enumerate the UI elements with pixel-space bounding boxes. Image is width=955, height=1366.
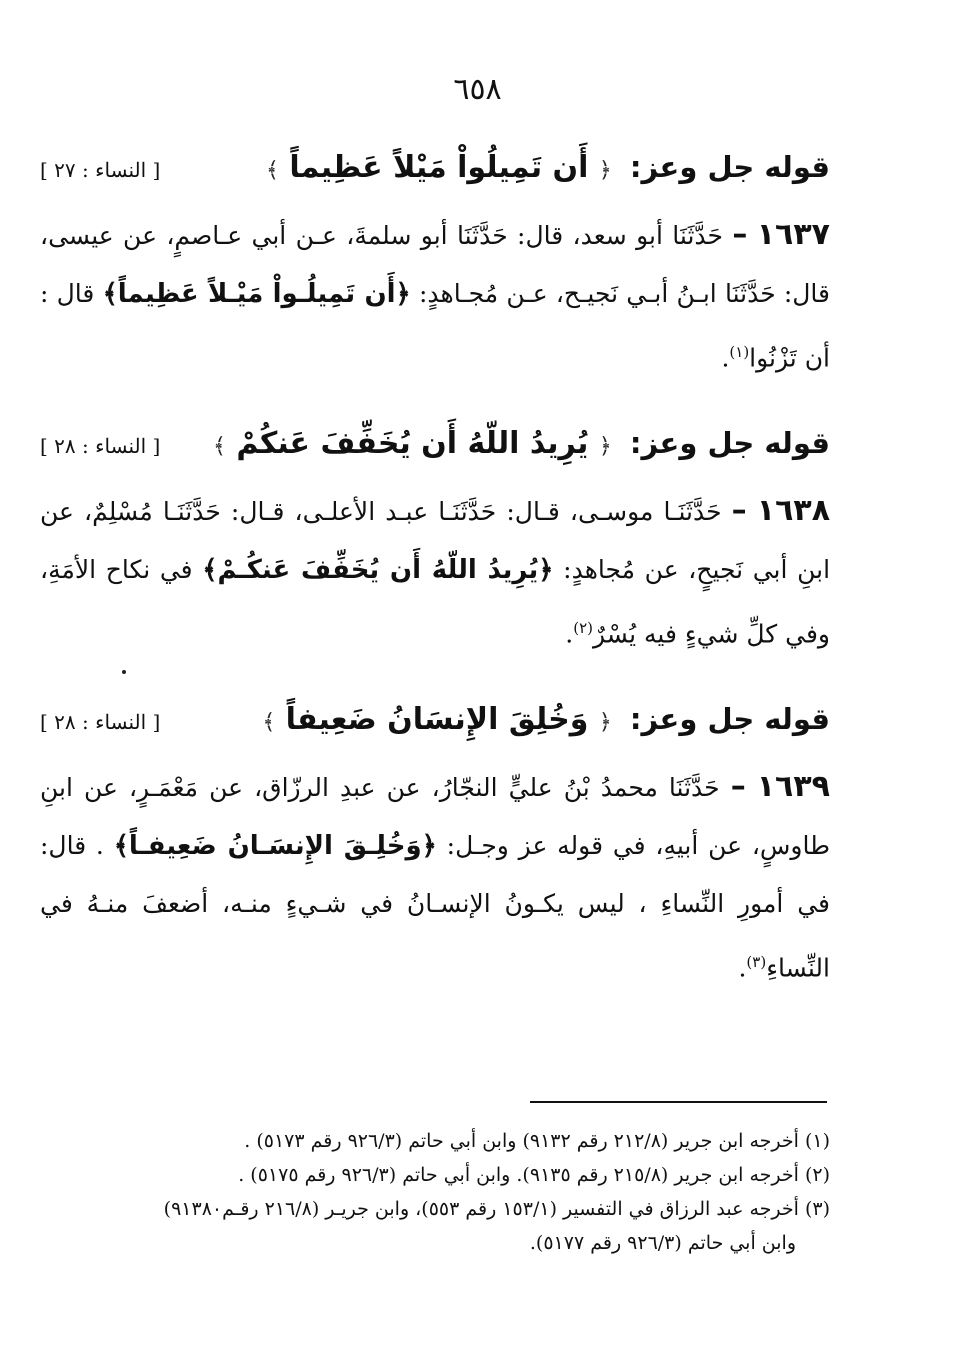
verse-text: يُرِيدُ اللّهُ أَن يُخَفِّفَ عَنكُمْ	[236, 426, 589, 461]
hadith-dash: –	[730, 769, 746, 804]
footnote-2: (٢) أخرجه ابن جرير (٢١٥/٨ رقم ٩١٣٥). وابن أبي حاتم (٩٢٦/٣ رقم ٥١٧٥) .	[238, 1164, 830, 1186]
hadith-end-mark: .	[721, 343, 730, 373]
verse-text: أَن تَمِيلُواْ مَيْلاً عَظِيماً	[289, 150, 589, 185]
hadith-body	[40, 206, 830, 387]
hadith-end-mark: .	[565, 619, 574, 649]
quoted-verse: ﴿يُرِيدُ اللّهُ أَن يُخَفِّفَ عَنكُـمْ﴾	[202, 555, 554, 585]
hadith-number: ١٦٣٩	[756, 769, 830, 804]
hadith-dash: –	[732, 217, 748, 252]
hadith-body	[40, 482, 830, 663]
hadith-text-continued: . قال: في أمورِ النِّساءِ ، ليس يكـونُ الإنسـانُ في شـيءٍ منـه، أضعفَ منـهُ في النِّساءِ	[40, 831, 830, 983]
section-1637	[40, 150, 830, 387]
page-number: ٦٥٨	[453, 72, 502, 107]
hadith-text: حَدَّثَنَا محمدُ بْنُ عليٍّ النجّارُ، عن عبدِ الرزّاق، عن مَعْمَـرٍ، عن ابنِ طاوسٍ، عن أبيهِ، في قوله عز وجـل:	[40, 773, 830, 860]
section-heading	[40, 150, 830, 198]
ornate-bracket-close: ﴾	[213, 434, 226, 459]
section-heading	[40, 702, 830, 750]
footnote-3: (٣) أخرجه عبد الرزاق في التفسير (١٥٣/١ رقم ٥٥٣)، وابن جريـر (٢١٦/٨ رقـم٩١٣٨٠)	[163, 1198, 830, 1220]
section-1639	[40, 702, 830, 997]
surah-reference: [ النساء : ٢٨ ]	[40, 434, 161, 458]
hadith-text-continued: في نكاح الأمَةِ، وفي كلِّ شيءٍ فيه يُسْرٌ	[40, 555, 830, 649]
stray-dot	[122, 670, 126, 674]
ornate-bracket-open: ﴿	[598, 434, 612, 459]
quoted-verse: ﴿وَخُلِـقَ الإِنسَـانُ ضَعِيفـاً﴾	[113, 831, 437, 861]
heading-intro: قوله جل وعز:	[629, 702, 830, 736]
footnote-3-continued: وابن أبي حاتم (٩٢٦/٣ رقم ٥١٧٧).	[529, 1232, 796, 1254]
hadith-number: ١٦٣٨	[756, 493, 831, 528]
hadith-text-continued: قال : أن تَزْنُوا	[40, 279, 830, 373]
heading-verse	[266, 150, 612, 185]
verse-text: وَخُلِقَ الإِنسَانُ ضَعِيفاً	[285, 702, 589, 737]
footnote-1: (١) أخرجه ابن جرير (٢١٢/٨ رقم ٩١٣٢) وابن أبي حاتم (٩٢٦/٣ رقم ٥١٧٣) .	[244, 1130, 830, 1152]
footnote-marker: (٣)	[746, 953, 767, 971]
hadith-number: ١٦٣٧	[756, 217, 830, 252]
section-heading	[40, 426, 830, 474]
ornate-bracket-close: ﴾	[262, 710, 276, 735]
heading-verse	[262, 702, 611, 737]
hadith-body	[40, 758, 830, 997]
quoted-verse: ﴿أَن تَمِيلُـواْ مَيْـلاً عَظِيماً﴾	[102, 279, 411, 309]
surah-reference: [ النساء : ٢٧ ]	[40, 158, 161, 182]
heading-intro: قوله جل وعز:	[629, 426, 830, 460]
hadith-text: حَدَّثَنَـا موسـى، قـال: حَدَّثَنَـا عبـد الأعلـى، قـال: حَدَّثَنَـا مُسْلِمٌ، عن ابنِ أبي نَجيحٍ، عن مُجاهدٍ:	[40, 497, 831, 584]
footnote-separator	[530, 1101, 827, 1103]
hadith-text: حَدَّثَنَا أبو سعد، قال: حَدَّثَنَا أبو سلمةَ، عـن أبي عـاصمٍ، عن عيسى، قال: حَدَّثَنَا ابـنُ أبـي نَجيـح، عـن مُجـاهدٍ:	[40, 221, 830, 308]
footnotes	[40, 1124, 830, 1260]
hadith-dash: –	[731, 493, 747, 528]
hadith-end-mark: .	[738, 953, 747, 983]
ornate-bracket-open: ﴿	[598, 158, 612, 183]
section-1638	[40, 426, 830, 663]
footnote-marker: (١)	[729, 343, 750, 361]
surah-reference: [ النساء : ٢٨ ]	[40, 710, 161, 734]
ornate-bracket-close: ﴾	[265, 158, 279, 183]
footnote-marker: (٢)	[573, 619, 594, 637]
heading-verse	[213, 426, 612, 461]
ornate-bracket-open: ﴿	[598, 710, 612, 735]
heading-intro: قوله جل وعز:	[629, 150, 830, 184]
